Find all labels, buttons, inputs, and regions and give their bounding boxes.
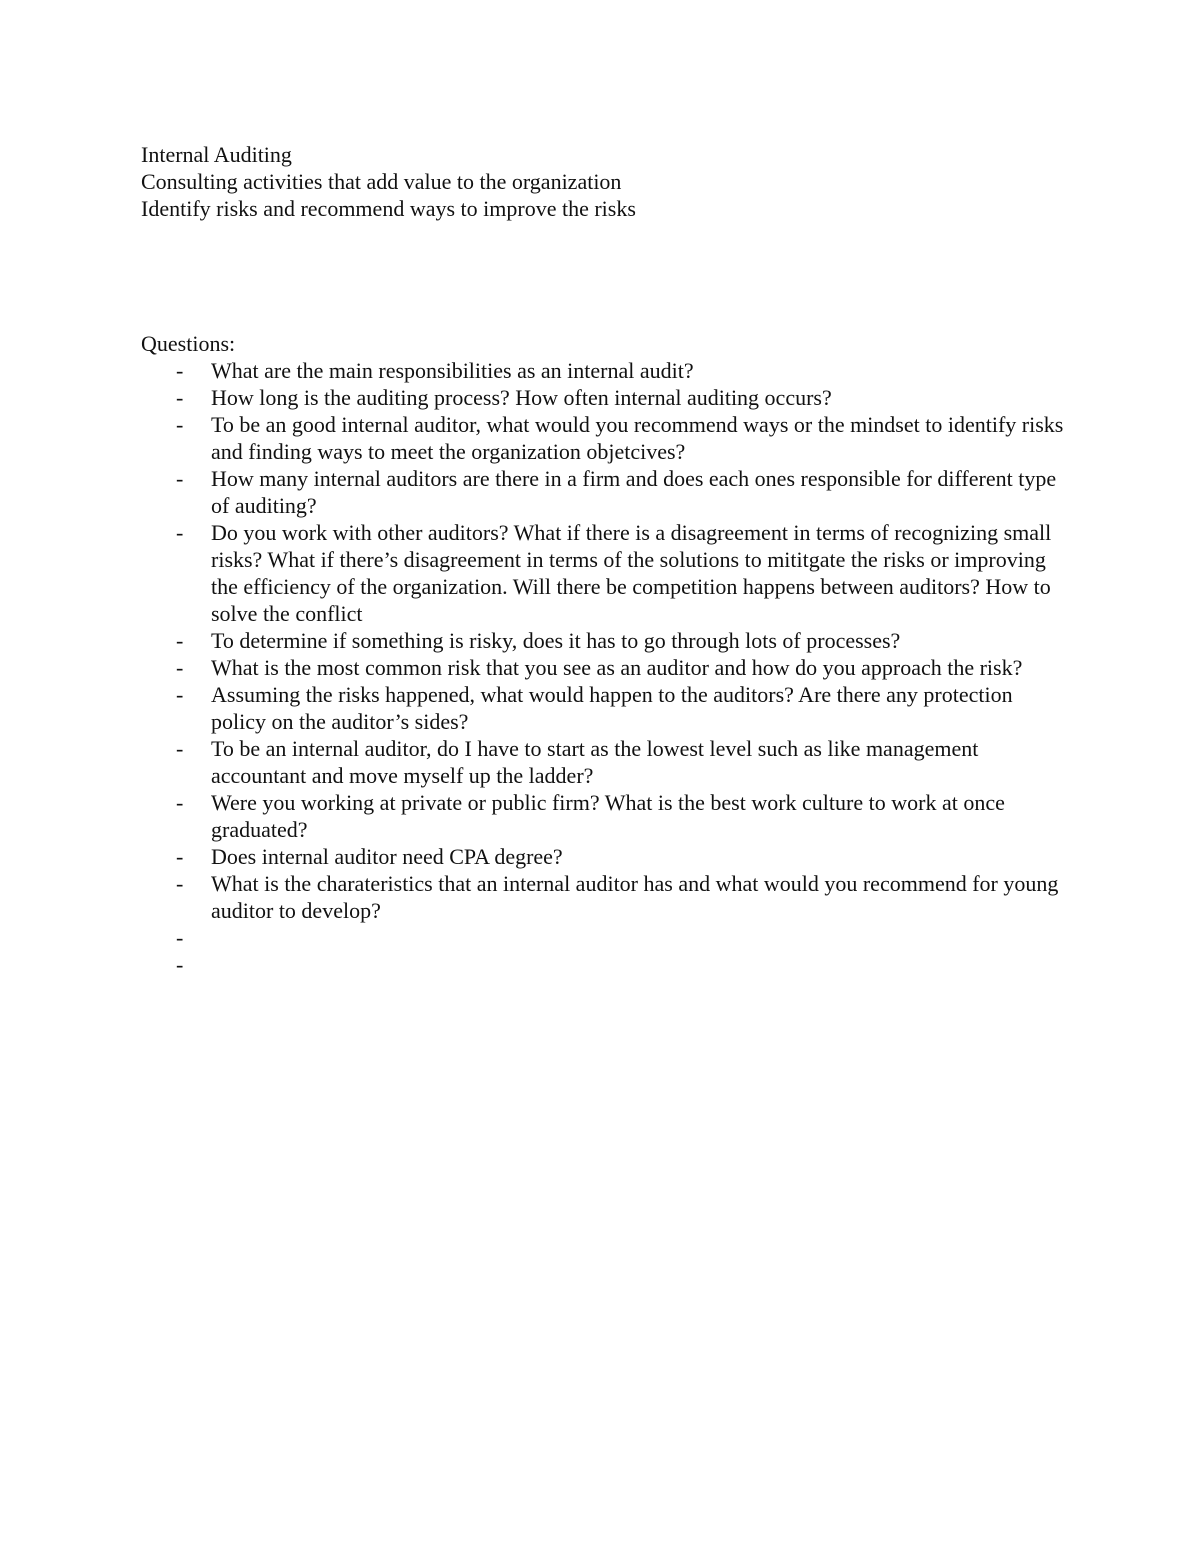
list-item: [141, 924, 1071, 951]
blank-space: [141, 222, 1071, 330]
list-item: [141, 357, 1071, 384]
list-item: [141, 951, 1071, 978]
question-text: Assuming the risks happened, what would happen to the auditors? Are there any protection policy on the auditor’s sides?: [211, 682, 1013, 734]
list-item: [141, 411, 1071, 465]
list-item: [141, 735, 1071, 789]
bullet-dash: -: [176, 385, 184, 410]
bullet-dash: -: [176, 844, 184, 869]
list-item: [141, 654, 1071, 681]
question-text: To be an internal auditor, do I have to start as the lowest level such as like management accountant and move myself up the ladder?: [211, 736, 979, 788]
bullet-dash: -: [176, 736, 184, 761]
list-item: [141, 465, 1071, 519]
bullet-dash: -: [176, 358, 184, 383]
question-text: Does internal auditor need CPA degree?: [211, 844, 563, 869]
question-text: To determine if something is risky, does it has to go through lots of processes?: [211, 628, 901, 653]
intro-line-1: Consulting activities that add value to the organization: [141, 169, 622, 194]
question-text: How many internal auditors are there in a firm and does each ones responsible for different type of auditing?: [211, 466, 1057, 518]
question-text: Do you work with other auditors? What if there is a disagreement in terms of recognizing small risks? What if there’s disagreement in terms of the solutions to mititgate the risks or improving the efficiency of the organization. Will there be competition happens between auditors? How to solve the conflict: [211, 520, 1052, 626]
question-text: What is the most common risk that you see as an auditor and how do you approach the risk?: [211, 655, 1023, 680]
bullet-dash: -: [176, 925, 184, 950]
list-item: [141, 627, 1071, 654]
list-item: [141, 681, 1071, 735]
list-item: [141, 789, 1071, 843]
question-text: [211, 951, 1071, 978]
document-heading: Internal Auditing: [141, 142, 292, 167]
list-item: [141, 519, 1071, 627]
list-item: [141, 384, 1071, 411]
bullet-dash: -: [176, 682, 184, 707]
bullet-dash: -: [176, 655, 184, 680]
question-text: What are the main responsibilities as an internal audit?: [211, 358, 694, 383]
questions-label: Questions:: [141, 331, 236, 356]
question-text: [211, 924, 1071, 951]
list-item: [141, 843, 1071, 870]
bullet-dash: -: [176, 628, 184, 653]
bullet-dash: -: [176, 466, 184, 491]
bullet-dash: -: [176, 871, 184, 896]
bullet-dash: -: [176, 520, 184, 545]
question-text: What is the charateristics that an internal auditor has and what would you recommend for young auditor to develop?: [211, 871, 1059, 923]
questions-list: [141, 357, 1071, 978]
document-body: [141, 141, 1071, 978]
question-text: How long is the auditing process? How often internal auditing occurs?: [211, 385, 832, 410]
list-item: [141, 870, 1071, 924]
bullet-dash: -: [176, 412, 184, 437]
bullet-dash: -: [176, 952, 184, 977]
intro-line-2: Identify risks and recommend ways to improve the risks: [141, 196, 636, 221]
question-text: To be an good internal auditor, what would you recommend ways or the mindset to identify risks and finding ways to meet the organization objetcives?: [211, 412, 1064, 464]
question-text: Were you working at private or public firm? What is the best work culture to work at once graduated?: [211, 790, 1005, 842]
bullet-dash: -: [176, 790, 184, 815]
